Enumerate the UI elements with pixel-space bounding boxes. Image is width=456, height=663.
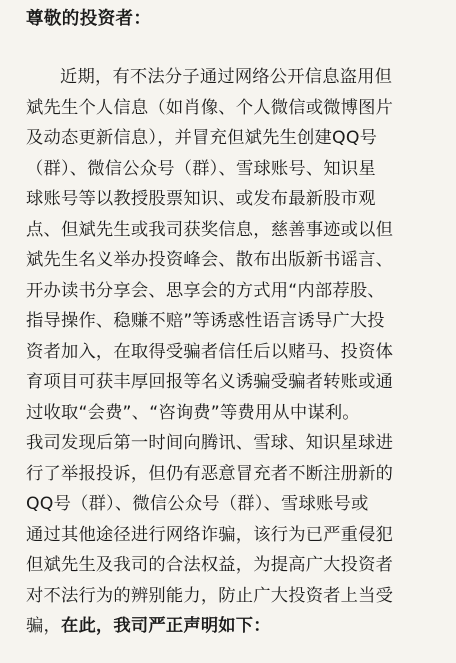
salutation-heading: 尊敬的投资者： <box>26 9 152 29</box>
paragraph-line: 斌先生名义举办投资峰会、散布出版新书谣言、 <box>26 250 394 270</box>
paragraph-line: 行了举报投诉，但仍有恶意冒充者不断注册新的 <box>26 463 394 484</box>
paragraph-line: 过收取“会费”、“咨询费”等费用从中谋利。 <box>26 402 360 423</box>
paragraph-line: 点、但斌先生或我司获奖信息，慈善事迹或以但 <box>26 219 394 240</box>
paragraph-line-text: 骗， <box>26 616 61 636</box>
paragraph-line: 对不法行为的辨别能力，防止广大投资者上当受 <box>26 585 394 606</box>
paragraph-line: 斌先生个人信息（如肖像、个人微信或微博图片 <box>26 97 394 118</box>
paragraph-line: 但斌先生及我司的合法权益，为提高广大投资者 <box>26 555 394 575</box>
paragraph-line: 育项目可获丰厚回报等名义诱骗受骗者转账或通 <box>26 372 394 392</box>
paragraph-line: 开办读书分享会、思享会的方式用“内部荐股、 <box>26 280 385 301</box>
paragraph-line <box>26 62 440 93</box>
declaration-statement: 在此，我司严正声明如下： <box>60 616 271 636</box>
paragraph-line: 资者加入，在取得受骗者信任后以赌马、投资体 <box>26 341 394 362</box>
paragraph-line: 我司发现后第一时间向腾讯、雪球、知识星球进 <box>26 433 394 453</box>
paragraph-line: QQ号（群）、微信公众号（群）、雪球账号或 <box>26 494 369 514</box>
paragraph-line: （群）、微信公众号（群）、雪球账号、知识星 <box>26 158 376 179</box>
paragraph-line: 通过其他途径进行网络诈骗，该行为已严重侵犯 <box>26 524 394 545</box>
paragraph-line: 球账号等以教授股票知识、或发布最新股市观 <box>26 189 376 209</box>
paragraph-line-text: 近期，有不法分子通过网络公开信息盗用但 <box>60 67 393 87</box>
paragraph-last-line <box>26 611 440 642</box>
paragraph-line: 指导操作、稳赚不赔”等诱惑性语言诱导广大投 <box>26 311 385 331</box>
paragraph-line: 及动态更新信息），并冒充但斌先生创建QQ号 <box>26 128 378 148</box>
notice-paragraph <box>26 62 440 642</box>
